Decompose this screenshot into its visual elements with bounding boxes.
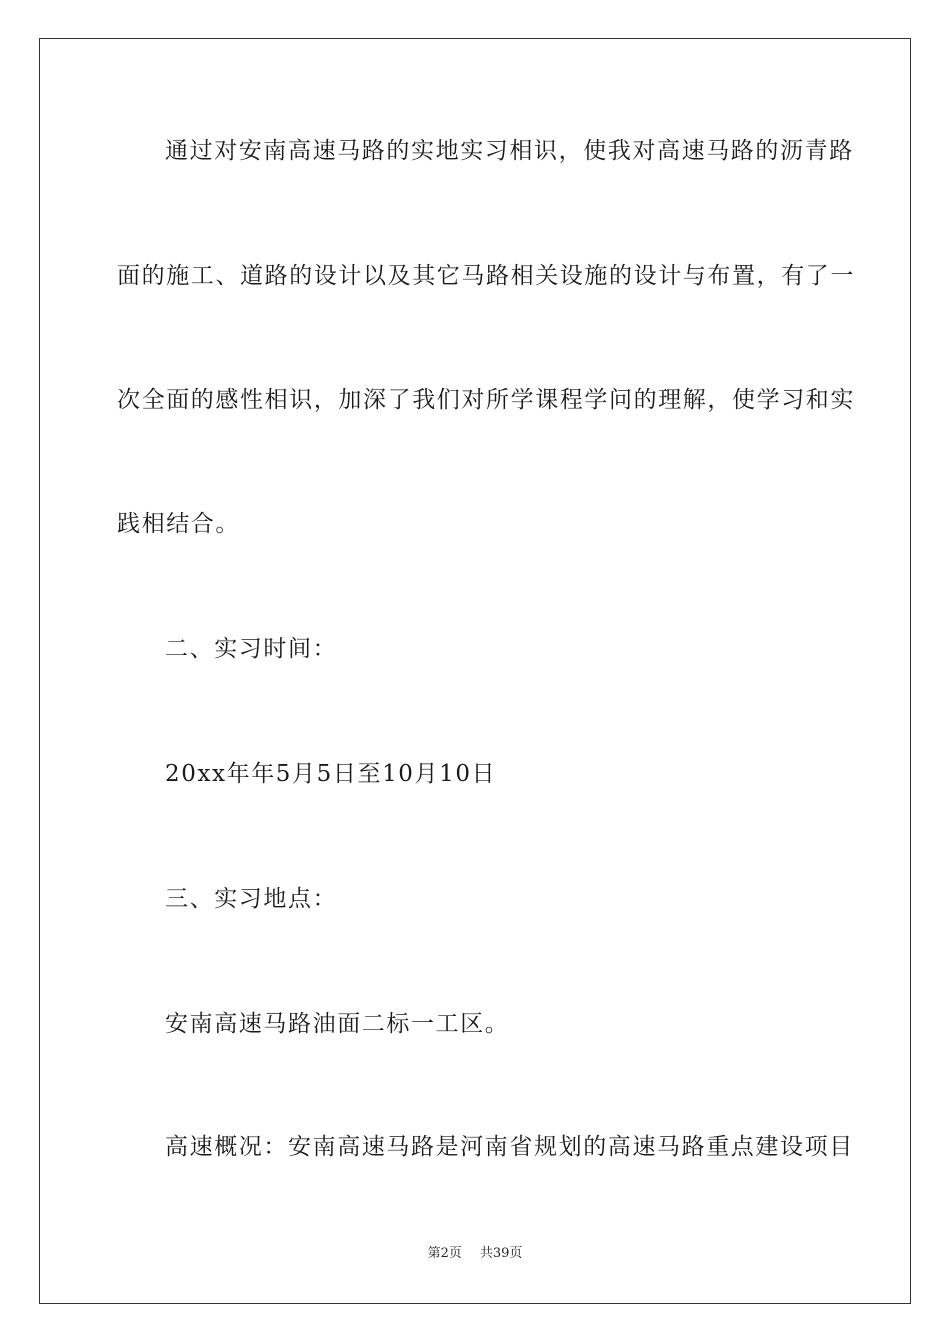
page-number: 第2页 [427,1246,462,1261]
page-footer [0,1245,950,1263]
overview-line: 高速概况：安南高速马路是河南省规划的高速马路重点建设项目 [165,1134,854,1160]
section-heading-location: 三、实习地点： [165,886,338,912]
internship-location: 安南高速马路油面二标一工区。 [165,1011,510,1037]
paragraph-line: 践相结合。 [117,511,240,537]
internship-dates: 20xx年年5月5日至10月10日 [165,761,497,787]
section-heading-time: 二、实习时间： [165,636,338,662]
page-border [39,38,911,1304]
paragraph-line: 面的施工、道路的设计以及其它马路相关设施的设计与布置，有了一 [117,263,855,289]
page-total: 共39页 [479,1246,523,1261]
paragraph-line: 通过对安南高速马路的实地实习相识，使我对高速马路的沥青路 [165,138,854,164]
paragraph-line: 次全面的感性相识，加深了我们对所学课程学问的理解，使学习和实 [117,387,855,413]
